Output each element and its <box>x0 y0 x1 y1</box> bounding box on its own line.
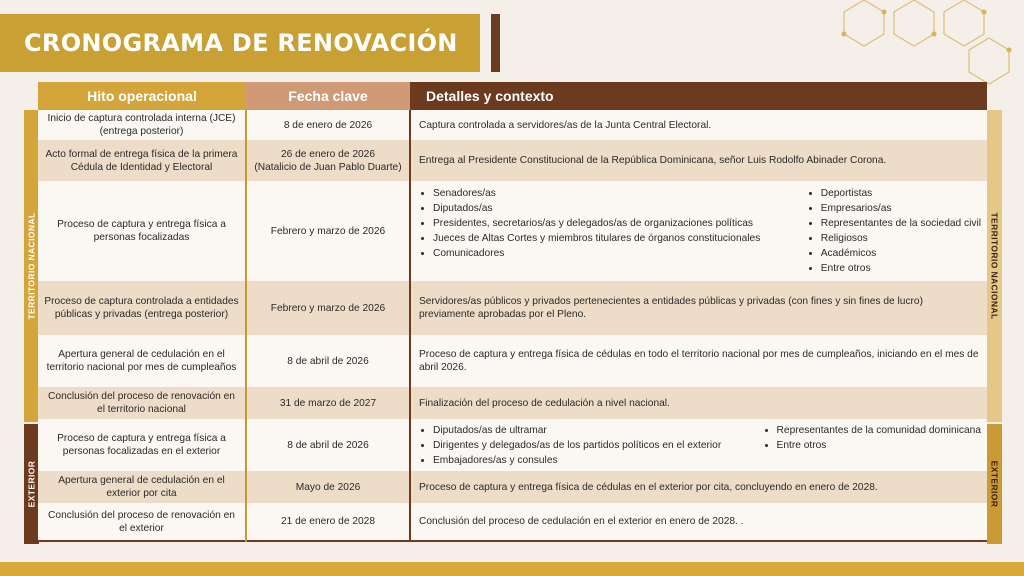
table-row <box>38 181 987 281</box>
list-item: • Diputados/as de ultramar <box>433 423 721 438</box>
list-item: • Senadores/as <box>433 186 760 201</box>
hito-cell: Conclusión del proceso de renovación en el territorio nacional <box>38 387 246 419</box>
hito-cell: Proceso de captura y entrega física a personas focalizadas <box>38 181 246 281</box>
table-row <box>38 281 987 335</box>
list-item: • Religiosos <box>821 231 981 246</box>
bullet-list-left <box>419 186 760 276</box>
fecha-cell: 8 de abril de 2026 <box>246 419 410 471</box>
hexagon-decoration-icon <box>824 0 1024 90</box>
detalle-cell: Servidores/as públicos y privados pertenecientes a entidades públicas y privadas (con fines y sin fines de lucro) previamente aprobadas por el Pleno. <box>410 281 987 335</box>
title-accent-bar <box>491 14 500 72</box>
detalle-cell: Conclusión del proceso de cedulación en el exterior en enero de 2028. . <box>410 503 987 541</box>
side-label-national-right: TERRITORIO NACIONAL <box>987 110 1002 422</box>
table-row <box>38 471 987 503</box>
detalle-cell: Finalización del proceso de cedulación a nivel nacional. <box>410 387 987 419</box>
bullet-list-right <box>807 186 981 276</box>
table-row <box>38 140 987 181</box>
table-row <box>38 335 987 387</box>
title-banner <box>0 14 480 72</box>
fecha-main: 26 de enero de 2026 <box>280 148 376 160</box>
hito-cell: Proceso de captura controlada a entidades públicas y privadas (entrega posterior) <box>38 281 246 335</box>
detalle-cell <box>410 181 987 281</box>
list-item: • Entre otros <box>777 438 981 453</box>
list-item: • Diputados/as <box>433 201 760 216</box>
fecha-cell: 8 de enero de 2026 <box>246 110 410 140</box>
fecha-cell: Mayo de 2026 <box>246 471 410 503</box>
bottom-accent-bar <box>0 562 1024 576</box>
fecha-cell: 31 de marzo de 2027 <box>246 387 410 419</box>
table-row <box>38 503 987 541</box>
fecha-cell <box>246 140 410 181</box>
header-fecha: Fecha clave <box>246 82 410 110</box>
hito-cell: Proceso de captura y entrega física a personas focalizadas en el exterior <box>38 419 246 471</box>
list-item: • Representantes de la sociedad civil <box>821 216 981 231</box>
list-item: • Dirigentes y delegados/as de los partidos políticos en el exterior <box>433 438 721 453</box>
header-detalles: Detalles y contexto <box>410 82 987 110</box>
fecha-cell: Febrero y marzo de 2026 <box>246 181 410 281</box>
hito-cell: Conclusión del proceso de renovación en el exterior <box>38 503 246 541</box>
side-label-exterior-right: EXTERIOR <box>987 424 1002 544</box>
schedule-table <box>38 82 987 542</box>
table-row <box>38 387 987 419</box>
list-item: • Representantes de la comunidad dominicana <box>777 423 981 438</box>
page-title: CRONOGRAMA DE RENOVACIÓN <box>24 29 458 57</box>
list-item: • Embajadores/as y consules <box>433 453 721 468</box>
fecha-cell: 21 de enero de 2028 <box>246 503 410 541</box>
table-row <box>38 110 987 140</box>
list-item: • Empresarios/as <box>821 201 981 216</box>
table-header-row <box>38 82 987 110</box>
bullet-list-right <box>763 423 981 468</box>
detalle-cell: Captura controlada a servidores/as de la Junta Central Electoral. <box>410 110 987 140</box>
detalle-cell: Entrega al Presidente Constitucional de la República Dominicana, señor Luis Rodolfo Abinader Corona. <box>410 140 987 181</box>
hito-cell: Apertura general de cedulación en el exterior por cita <box>38 471 246 503</box>
hito-cell: Acto formal de entrega física de la primera Cédula de Identidad y Electoral <box>38 140 246 181</box>
fecha-cell: Febrero y marzo de 2026 <box>246 281 410 335</box>
fecha-cell: 8 de abril de 2026 <box>246 335 410 387</box>
header-hito: Hito operacional <box>38 82 246 110</box>
fecha-note: (Natalicio de Juan Pablo Duarte) <box>254 161 402 173</box>
list-item: • Presidentes, secretarios/as y delegados/as de organizaciones políticas <box>433 216 760 231</box>
detalle-cell: Proceso de captura y entrega física de cédulas en el exterior por cita, concluyendo en enero de 2028. <box>410 471 987 503</box>
hito-cell: Apertura general de cedulación en el territorio nacional por mes de cumpleaños <box>38 335 246 387</box>
bullet-list-left <box>419 423 721 468</box>
side-label-national-left: TERRITORIO NACIONAL <box>24 110 39 422</box>
list-item: • Jueces de Altas Cortes y miembros titulares de órganos constitucionales <box>433 231 760 246</box>
list-item: • Académicos <box>821 246 981 261</box>
hito-cell: Inicio de captura controlada interna (JCE) (entrega posterior) <box>38 110 246 140</box>
table-row <box>38 419 987 471</box>
list-item: • Deportistas <box>821 186 981 201</box>
detalle-cell <box>410 419 987 471</box>
detalle-cell: Proceso de captura y entrega física de cédulas en todo el territorio nacional por mes de cumpleaños, iniciando en el mes de abril 2026. <box>410 335 987 387</box>
list-item: • Comunicadores <box>433 246 760 261</box>
side-label-exterior-left: EXTERIOR <box>24 424 39 544</box>
list-item: • Entre otros <box>821 261 981 276</box>
